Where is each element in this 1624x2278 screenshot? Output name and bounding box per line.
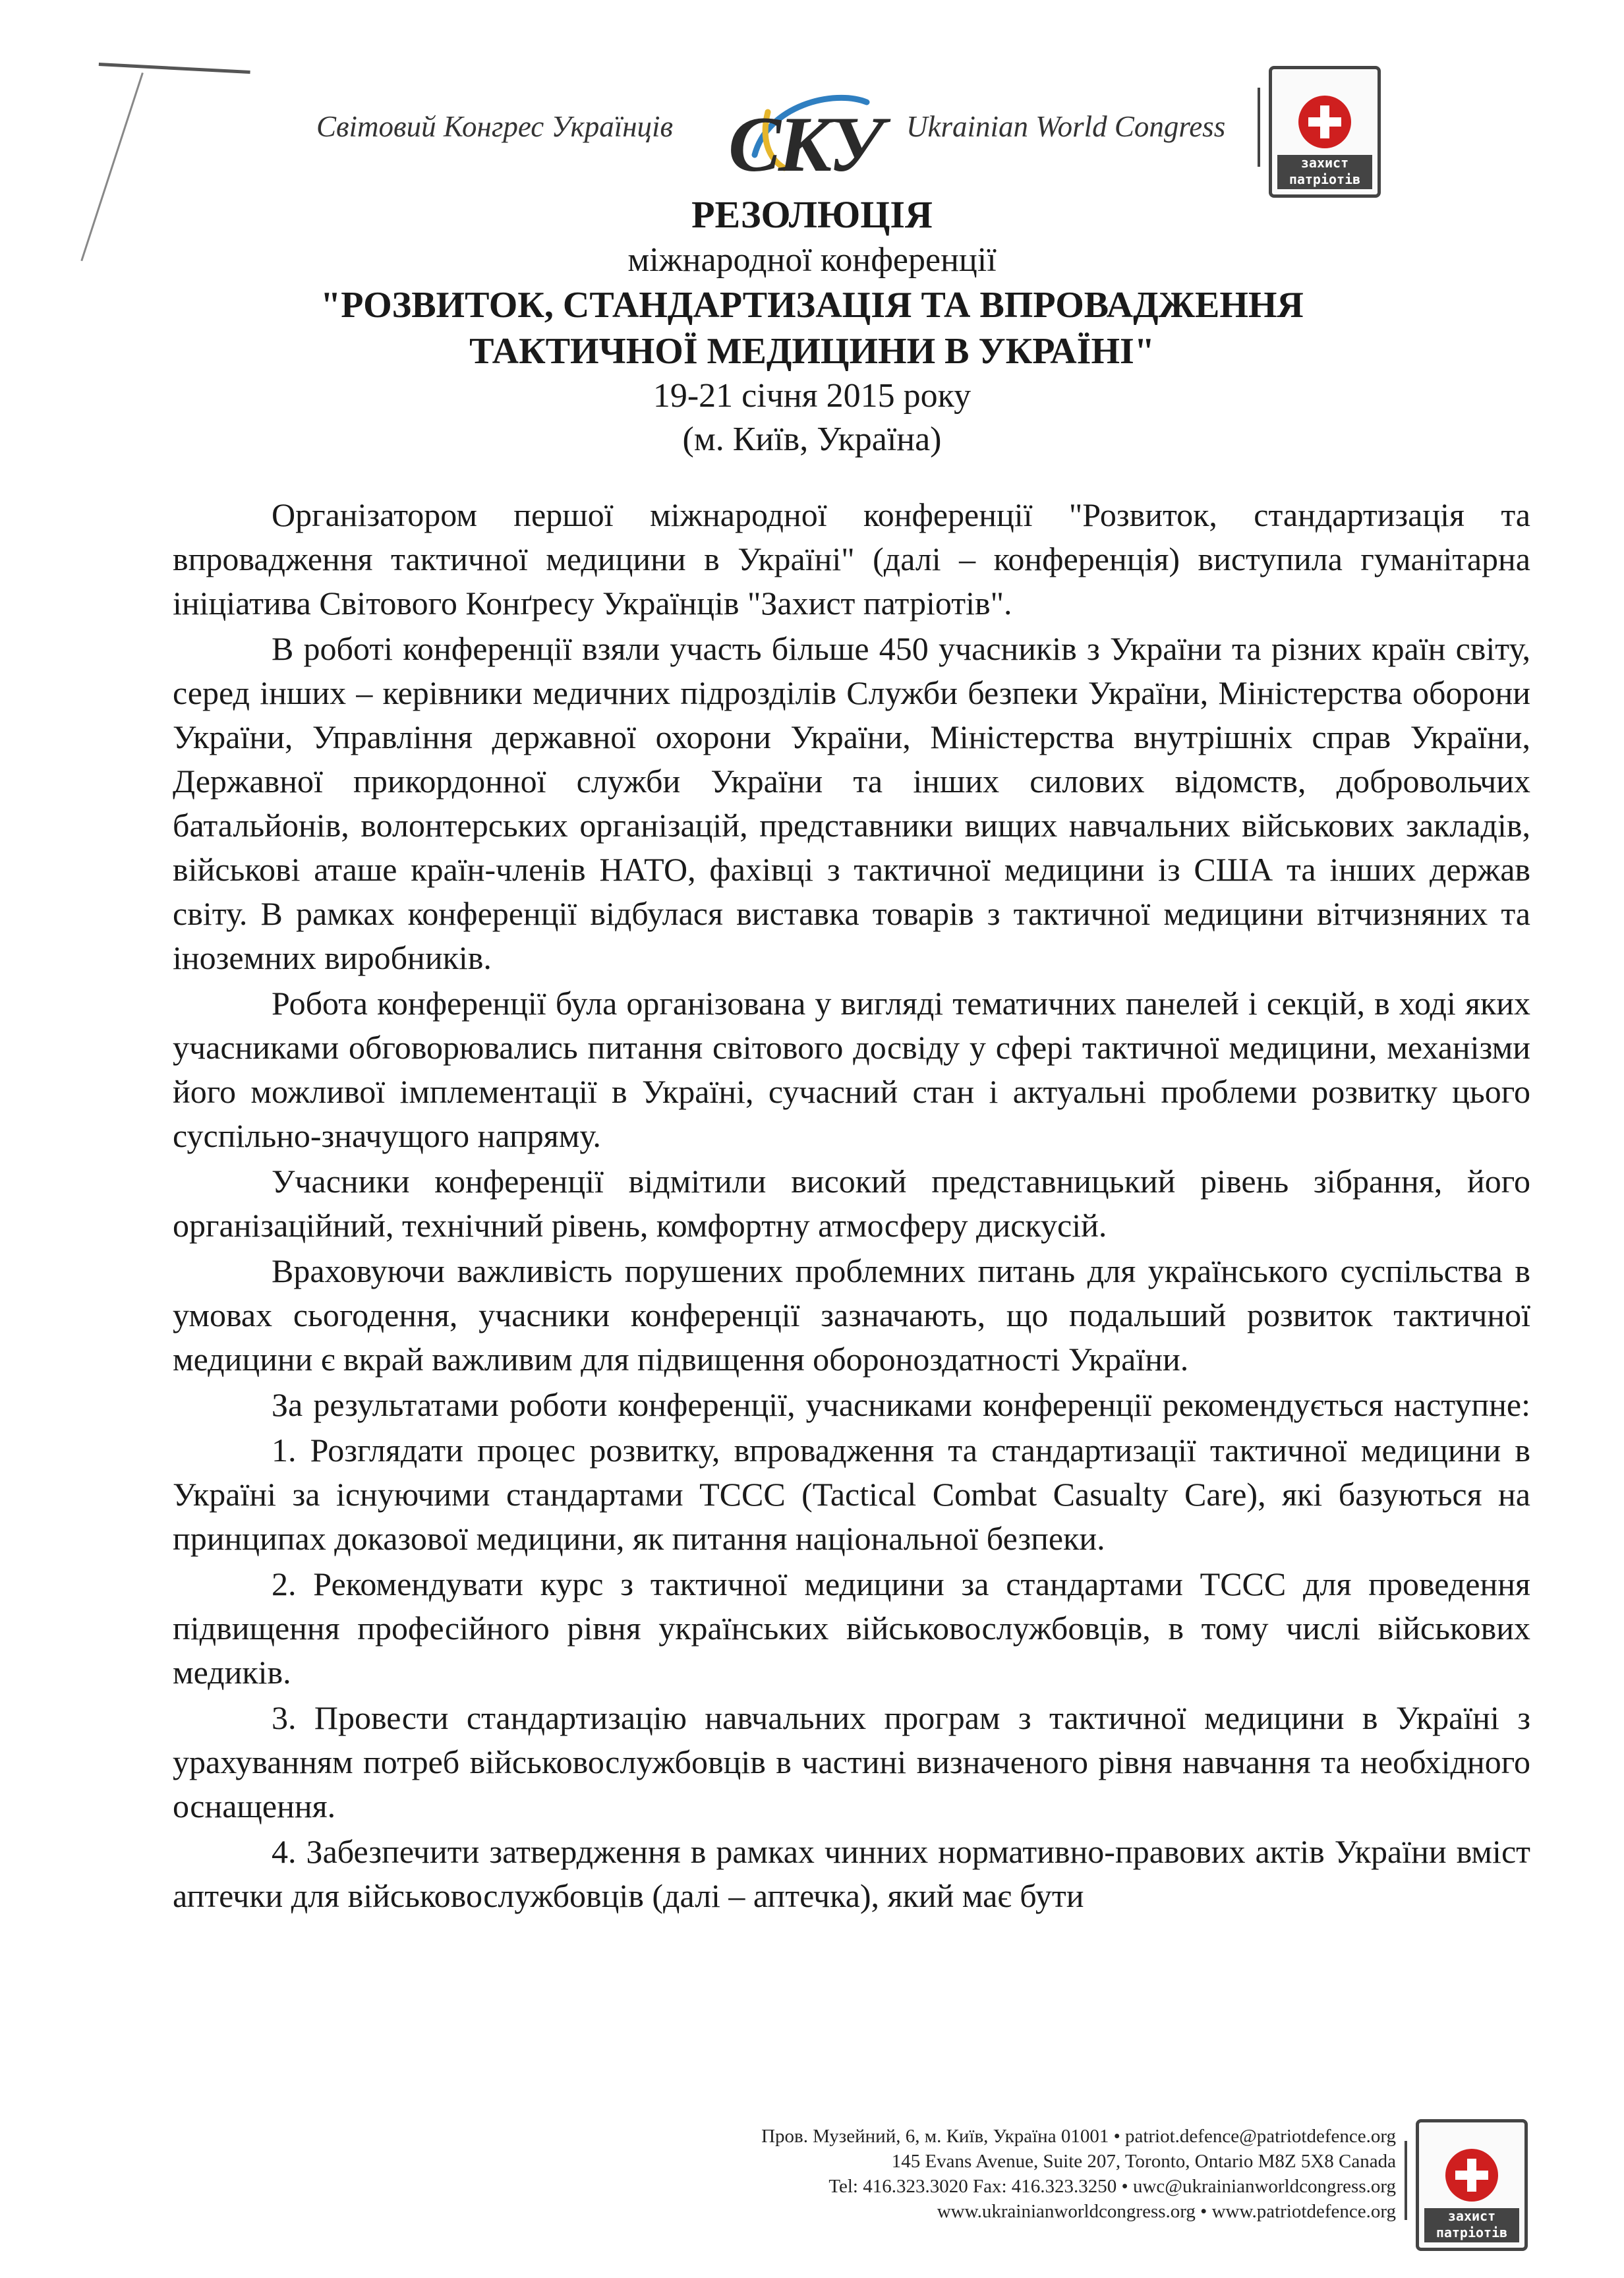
- footer-address-kyiv: Пров. Музейний, 6, м. Київ, Україна 01001 • patriot.defence@patriotdefence.org: [761, 2126, 1396, 2147]
- patriot-defence-badge: [1269, 66, 1381, 198]
- footer-contacts: [593, 2124, 1396, 2224]
- cky-logo: [728, 86, 893, 188]
- badge-label: захист патріотів: [1277, 155, 1372, 189]
- badge-bars-icon: [1405, 2141, 1419, 2220]
- medical-cross-icon: [1298, 96, 1351, 148]
- title-block: [0, 191, 1624, 461]
- conference-date: 19-21 січня 2015 року: [652, 377, 972, 415]
- medical-cross-icon: [1445, 2149, 1498, 2202]
- document-subheading: міжнародної конференції: [627, 241, 997, 279]
- conference-place: (м. Київ, Україна): [682, 421, 942, 458]
- logo-letters: СКУ: [728, 100, 881, 188]
- resolution-body: [173, 493, 1530, 1919]
- footer-phone-email: Tel: 416.323.3020 Fax: 416.323.3250 • uwc@ukrainianworldcongress.org: [828, 2176, 1396, 2197]
- recommendation-item: 1. Розглядати процес розвитку, впровадження та стандартизації тактичної медицини в Україні за існуючими стандартами TCCC (Tactical Combat Casualty Care), які базуються на принципах доказової медицини, як питання національної безпеки.: [173, 1432, 1530, 1557]
- footer-address-toronto: 145 Evans Avenue, Suite 207, Toronto, Ontario M8Z 5X8 Canada: [891, 2151, 1396, 2172]
- organization-name-english: Ukrainian World Congress: [906, 110, 1226, 143]
- badge-bars-icon: [1258, 88, 1272, 167]
- paragraph: Учасники конференції відмітили високий представницький рівень зібрання, його організаційний, технічний рівень, комфортну атмосферу дискусій.: [173, 1163, 1530, 1244]
- recommendation-item: 2. Рекомендувати курс з тактичної медицини за стандартами TCCC для проведення підвищення професійного рівня українських військовослужбовців, в тому числі військових медиків.: [173, 1565, 1530, 1691]
- paragraph: Робота конференції була організована у вигляді тематичних панелей і секцій, в ході яких учасниками обговорювались питання світового досвіду у сфері тактичної медицини, механізми його можливої імплементації в Україні, сучасний стан і актуальні проблеми розвитку цього суспільно-значущого напряму.: [173, 985, 1530, 1154]
- patriot-defence-badge-footer: [1416, 2119, 1528, 2251]
- paragraph: Організатором першої міжнародної конференції "Розвиток, стандартизація та впровадження тактичної медицини в Україні" (далі – конференція) виступила гуманітарна ініціатива Світового Конґресу Українців "Захист патріотів".: [173, 496, 1530, 622]
- paragraph: В роботі конференції взяли участь більше 450 учасників з України та різних країн світу, серед інших – керівники медичних підрозділів Служби безпеки України, Міністерства оборони України, Управління державної охорони України, Міністерства внутрішніх справ України, Державної прикордонної служби України та інших силових відомств, добровольчих батальйонів, волонтерських організацій, представники вищих навчальних військових закладів, військові аташе країн-членів НАТО, фахівці з тактичної медицини із США та інших держав світу. В рамках конференції відбулася виставка товарів з тактичної медицини вітчизняних та іноземних виробників.: [173, 630, 1530, 976]
- conference-name-line2: ТАКТИЧНОЇ МЕДИЦИНИ В УКРАЇНІ": [469, 331, 1155, 372]
- scan-artifact-line: [99, 63, 250, 74]
- document-heading: РЕЗОЛЮЦІЯ: [691, 193, 933, 236]
- footer-websites: www.ukrainianworldcongress.org • www.patriotdefence.org: [937, 2201, 1396, 2222]
- paragraph: Враховуючи важливість порушених проблемних питань для українського суспільства в умовах сьогодення, учасники конференції зазначають, що подальший розвиток тактичної медицини є вкрай важливим для підвищення обороноздатності України.: [173, 1252, 1530, 1378]
- conference-name-line1: "РОЗВИТОК, СТАНДАРТИЗАЦІЯ ТА ВПРОВАДЖЕННЯ: [320, 285, 1304, 326]
- organization-name-ukrainian: Світовий Конгрес Українців: [316, 110, 674, 143]
- badge-label: захист патріотів: [1424, 2208, 1519, 2242]
- recommendation-item: 4. Забезпечити затвердження в рамках чинних нормативно-правових актів України вміст аптечки для військовослужбовців (далі – аптечка), який має бути: [173, 1833, 1530, 1914]
- recommendation-item: 3. Провести стандартизацію навчальних програм з тактичної медицини в Україні з урахуванням потреб військовослужбовців в частині визначеного рівня навчання та необхідного оснащення.: [173, 1699, 1530, 1825]
- paragraph: За результатами роботи конференції, учасниками конференції рекомендується наступне:: [272, 1386, 1530, 1423]
